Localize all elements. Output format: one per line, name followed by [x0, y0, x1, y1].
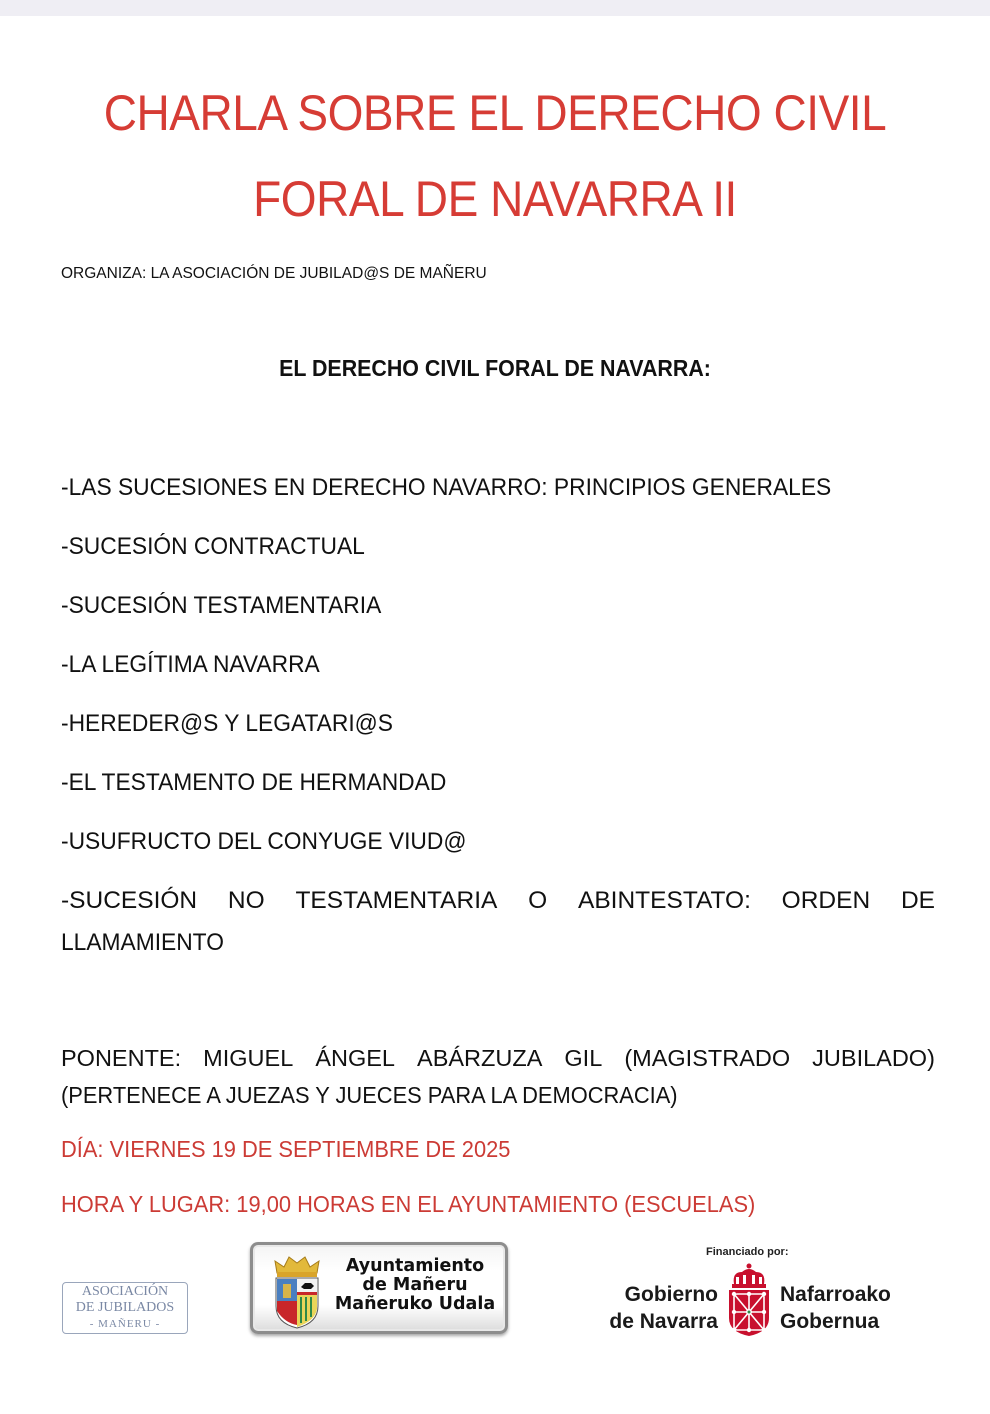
- topic-item: -SUCESIÓN CONTRACTUAL: [61, 533, 365, 560]
- word: ABÁRZUZA: [417, 1045, 543, 1071]
- logo-text: Nafarroako: [780, 1283, 891, 1306]
- topic-item-last: [61, 887, 935, 915]
- navarra-coat-of-arms-icon: [726, 1262, 772, 1336]
- word: ÁNGEL: [315, 1045, 395, 1071]
- word: NO: [227, 887, 265, 914]
- word: DE: [900, 887, 935, 914]
- logo-text: de Navarra: [609, 1310, 718, 1333]
- coat-of-arms-icon: [271, 1251, 323, 1329]
- logo-text: - MAÑERU -: [89, 1318, 161, 1330]
- logo-text: Ayuntamiento: [345, 1256, 485, 1276]
- poster-title-line-2: FORAL DE NAVARRA II: [253, 171, 737, 227]
- topic-item: -LAS SUCESIONES EN DERECHO NAVARRO: PRINCIPIOS GENERALES: [61, 474, 832, 501]
- topic-item: -HEREDER@S Y LEGATARI@S: [61, 710, 394, 737]
- ayuntamiento-name: [325, 1257, 505, 1314]
- ayuntamiento-maneru-logo: [250, 1242, 508, 1334]
- word: JUBILADO): [812, 1045, 935, 1071]
- word: MIGUEL: [203, 1045, 294, 1071]
- gobierno-text-eu: [780, 1281, 891, 1335]
- event-date: DÍA: VIERNES 19 DE SEPTIEMBRE DE 2025: [61, 1136, 511, 1162]
- logo-text: Mañeruko Udala: [334, 1294, 496, 1314]
- topic-item: -EL TESTAMENTO DE HERMANDAD: [61, 769, 447, 796]
- top-bar: [0, 0, 990, 16]
- speaker-line-1: [61, 1045, 935, 1072]
- word: ORDEN: [781, 887, 871, 914]
- topic-item: -LA LEGÍTIMA NAVARRA: [61, 651, 320, 678]
- word: GIL: [564, 1045, 603, 1071]
- logo-text: de Mañeru: [362, 1275, 468, 1295]
- word: PONENTE:: [61, 1045, 182, 1071]
- section-heading: EL DERECHO CIVIL FORAL DE NAVARRA:: [279, 355, 711, 381]
- topic-item-last-continuation: LLAMAMIENTO: [61, 929, 224, 956]
- speaker-line-2: (PERTENECE A JUEZAS Y JUECES PARA LA DEMOCRACIA): [61, 1082, 678, 1108]
- word: TESTAMENTARIA: [295, 887, 498, 914]
- logo-text: Gobernua: [780, 1310, 880, 1333]
- word: O: [528, 887, 548, 914]
- organizer-line: ORGANIZA: LA ASOCIACIÓN DE JUBILAD@S DE MAÑERU: [61, 265, 487, 282]
- word: (MAGISTRADO: [624, 1045, 791, 1071]
- logo-text: DE JUBILADOS: [75, 1300, 175, 1315]
- logo-text: ASOCIACIÓN: [81, 1284, 169, 1299]
- logo-text: Gobierno: [624, 1283, 718, 1306]
- topic-item: -USUFRUCTO DEL CONYUGE VIUD@: [61, 828, 467, 855]
- gobierno-text-es: [598, 1281, 718, 1335]
- financed-by-label: Financiado por:: [706, 1246, 789, 1258]
- word: -SUCESIÓN: [61, 887, 198, 914]
- poster-title-line-1: CHARLA SOBRE EL DERECHO CIVIL: [103, 85, 887, 141]
- event-time-place: HORA Y LUGAR: 19,00 HORAS EN EL AYUNTAMIENTO (ESCUELAS): [61, 1191, 756, 1217]
- word: ABINTESTATO:: [578, 887, 751, 914]
- topic-item: -SUCESIÓN TESTAMENTARIA: [61, 592, 382, 619]
- asociacion-jubilados-logo: [62, 1282, 188, 1334]
